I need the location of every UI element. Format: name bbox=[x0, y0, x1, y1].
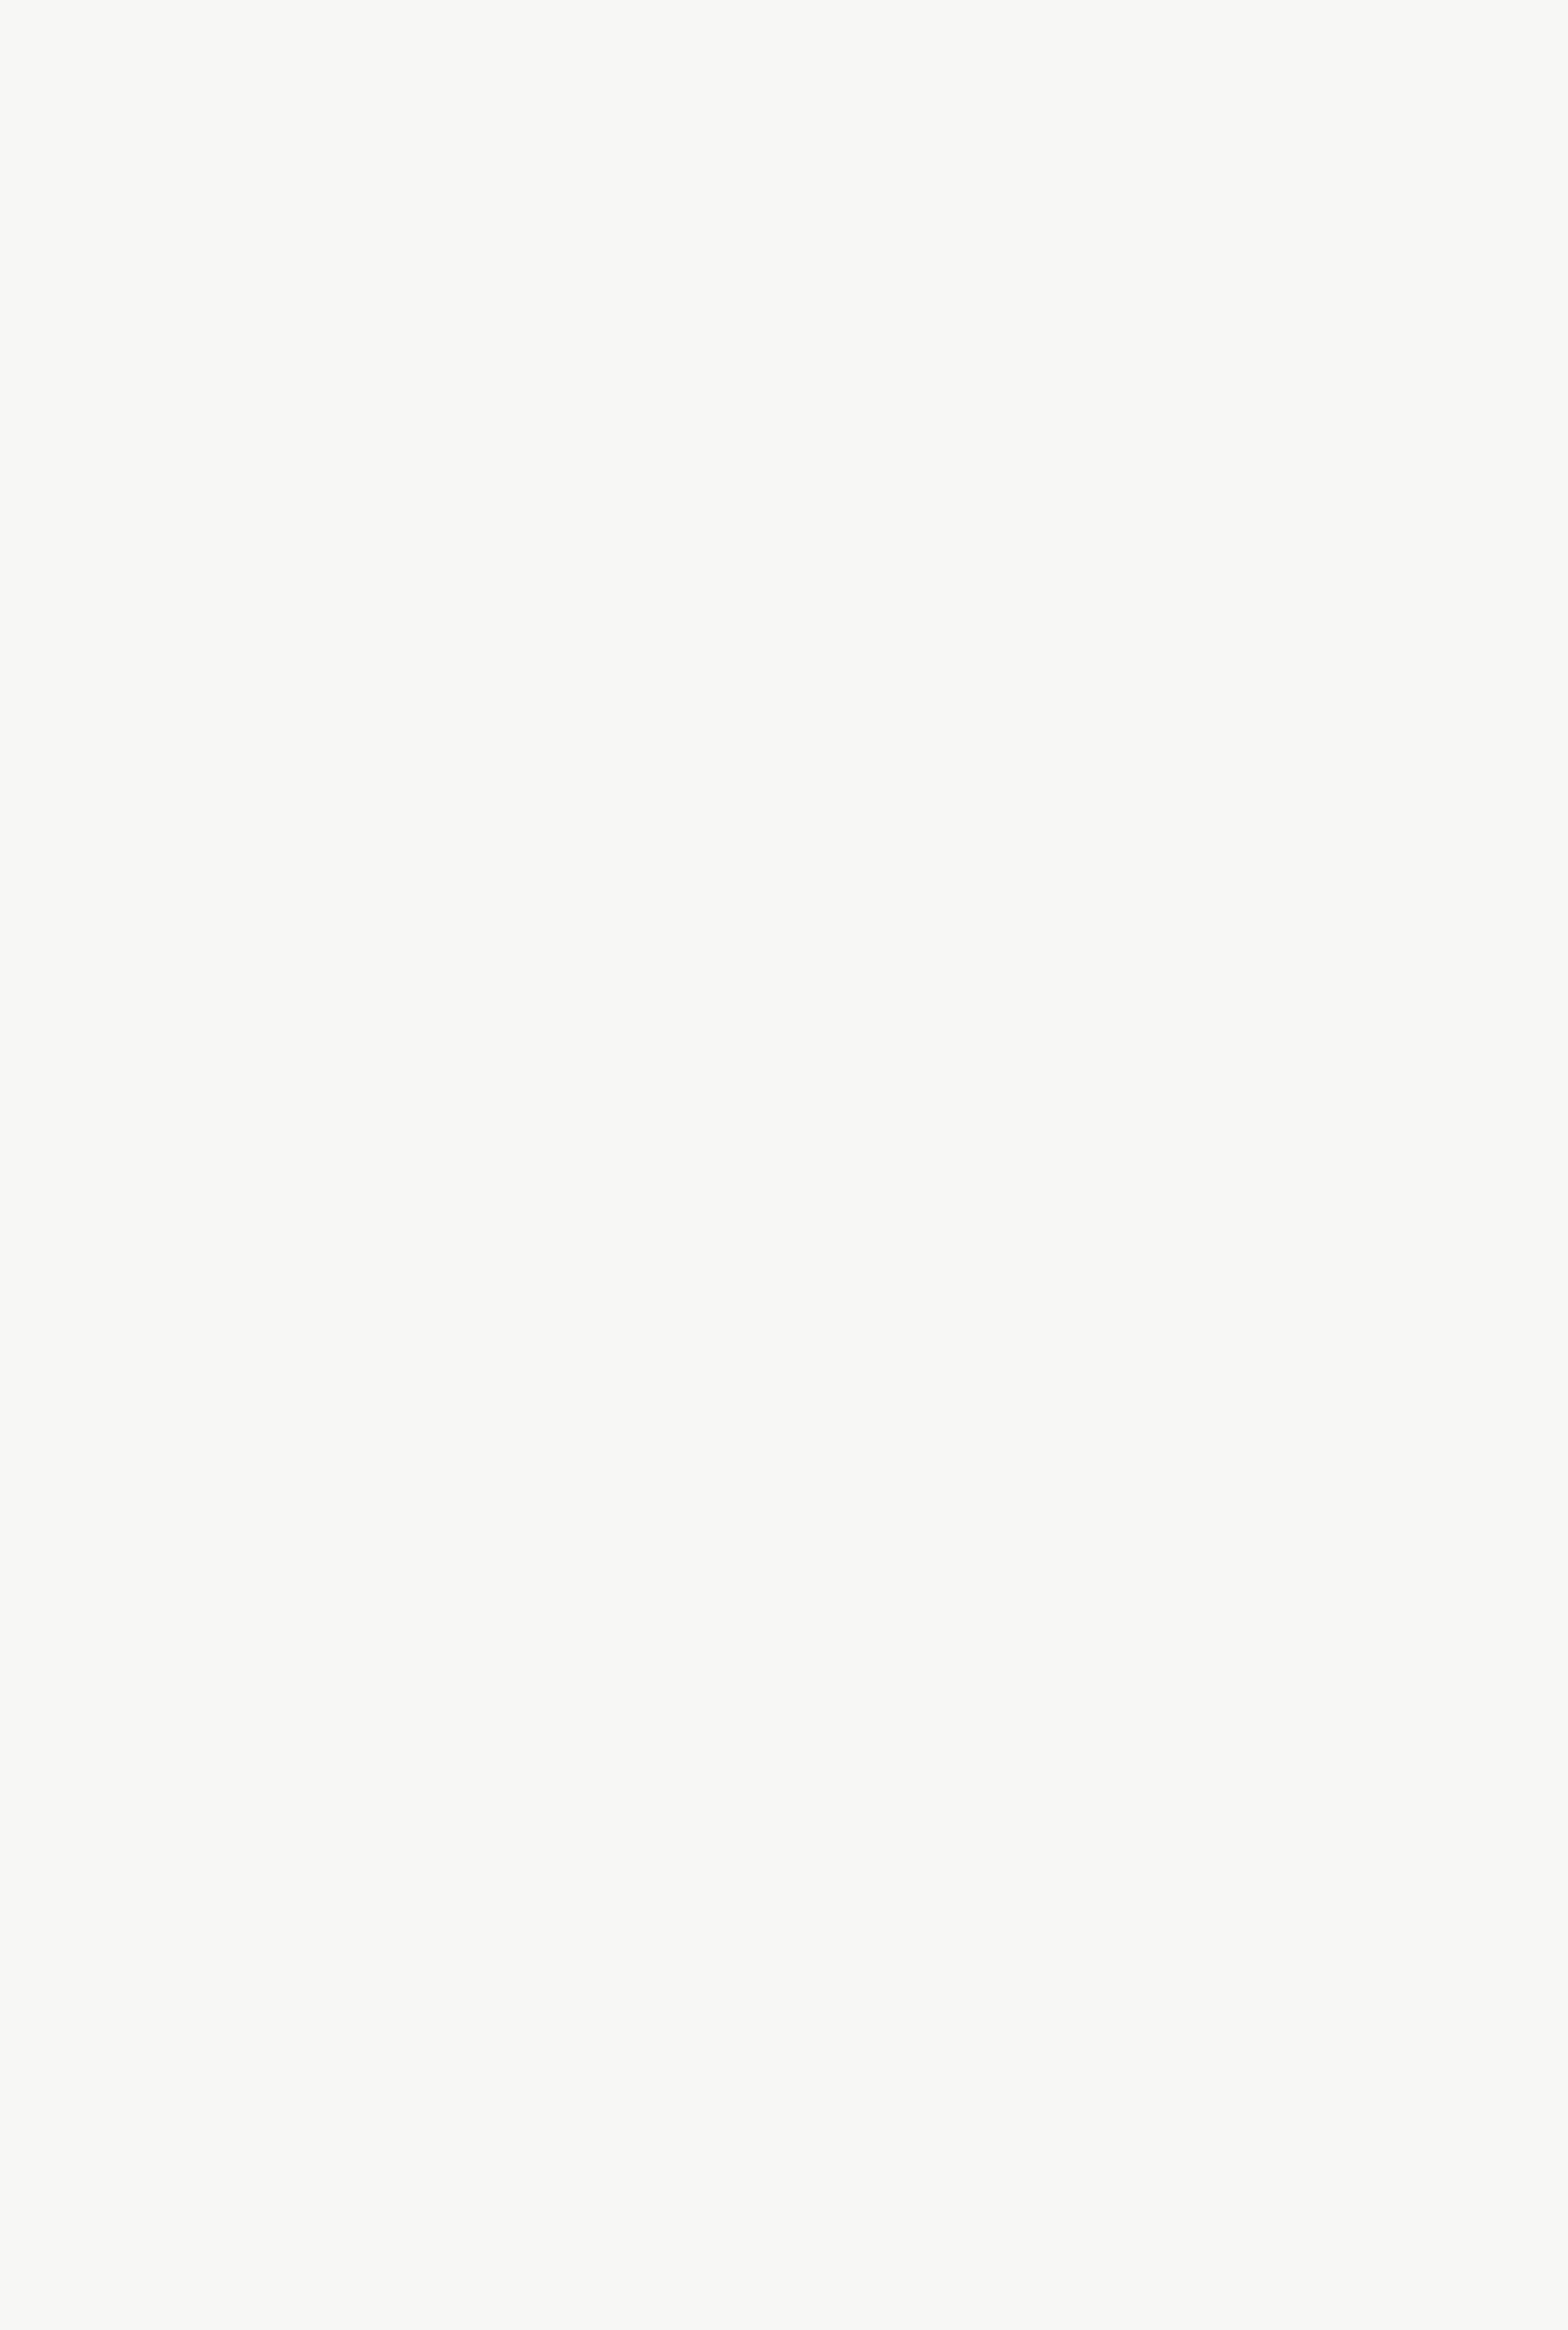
page-content bbox=[123, 169, 1425, 854]
answers-section-five bbox=[123, 806, 1425, 855]
answers-section-two-row-1 bbox=[123, 610, 1425, 659]
dialogue-line-price bbox=[123, 267, 1425, 316]
blank-line bbox=[123, 218, 1425, 268]
answers-section-one-row-1 bbox=[123, 463, 1425, 512]
written-part-title bbox=[123, 561, 1425, 610]
answers-section-one-row-2 bbox=[123, 512, 1425, 561]
section-2-title bbox=[123, 169, 1425, 218]
section-3-title bbox=[123, 365, 1425, 414]
answers-section-three bbox=[123, 708, 1425, 757]
dialogue-line-last bbox=[123, 316, 1425, 366]
answers-section-four bbox=[123, 756, 1425, 806]
answers-section-two-row-2 bbox=[123, 659, 1425, 708]
listening-part-title bbox=[123, 414, 1425, 463]
